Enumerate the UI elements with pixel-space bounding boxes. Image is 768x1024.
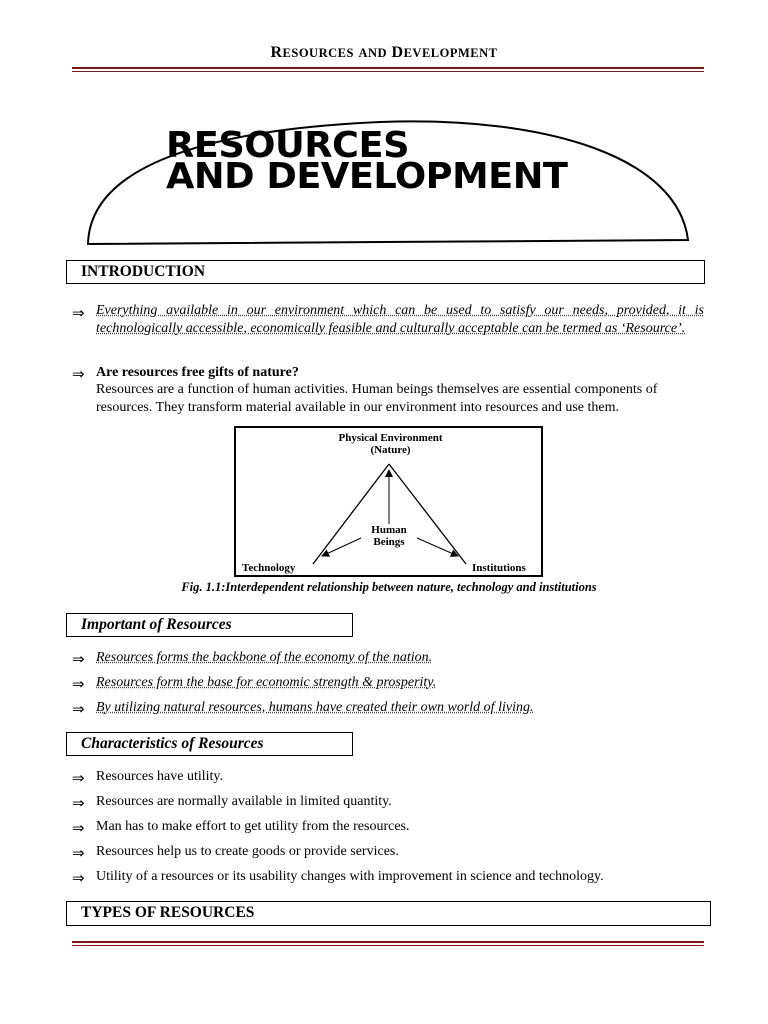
section-title: Important of Resources bbox=[81, 616, 232, 633]
header-word: AND bbox=[358, 46, 388, 60]
characteristic-item-text: Resources help us to create goods or provide services. bbox=[96, 844, 399, 859]
label-human-beings bbox=[354, 524, 424, 548]
important-item bbox=[96, 649, 704, 667]
characteristic-item-text: Resources are normally available in limited quantity. bbox=[96, 794, 392, 809]
intro-definition bbox=[96, 302, 704, 338]
arrow-icon: ⇒ bbox=[72, 304, 85, 322]
label-line: Physical Environment bbox=[338, 432, 443, 444]
arrow-icon: ⇒ bbox=[72, 365, 85, 383]
characteristic-item bbox=[96, 818, 704, 836]
section-title: Characteristics of Resources bbox=[81, 735, 264, 752]
arrow-icon: ⇒ bbox=[72, 819, 85, 837]
arrow-icon: ⇒ bbox=[72, 844, 85, 862]
arrow-icon: ⇒ bbox=[72, 869, 85, 887]
important-item bbox=[96, 699, 704, 717]
label-line: (Nature) bbox=[370, 444, 411, 456]
important-item-text: Resources form the base for economic strength & prosperity. bbox=[96, 675, 437, 690]
characteristic-item bbox=[96, 793, 704, 811]
characteristic-item-text: Man has to make effort to get utility from the resources. bbox=[96, 819, 410, 834]
label-nature bbox=[296, 432, 485, 456]
banner-title-line: AND DEVELOPMENT bbox=[166, 156, 568, 197]
characteristic-item bbox=[96, 768, 704, 786]
header-word: ESOURCES bbox=[282, 46, 354, 60]
figure-caption: Fig. 1.1:Interdependent relationship between nature, technology and institutions bbox=[181, 580, 597, 594]
characteristic-item bbox=[96, 843, 704, 861]
section-characteristics bbox=[66, 732, 353, 756]
label-line: Human bbox=[371, 524, 407, 536]
relationship-diagram bbox=[234, 426, 543, 577]
label-institutions: Institutions bbox=[472, 562, 526, 574]
arrow-icon: ⇒ bbox=[72, 700, 85, 718]
section-introduction bbox=[66, 260, 705, 284]
header-letter: D bbox=[391, 44, 404, 61]
banner-title-line: RESOURCES bbox=[166, 125, 410, 166]
characteristic-item bbox=[96, 868, 704, 886]
characteristic-item-text: Resources have utility. bbox=[96, 769, 224, 784]
important-item-text: By utilizing natural resources, humans have created their own world of living. bbox=[96, 700, 534, 715]
label-technology: Technology bbox=[242, 562, 296, 574]
arrow-icon: ⇒ bbox=[72, 675, 85, 693]
intro-answer: Resources are a function of human activities. Human beings themselves are essential components of resources. They transform material available in our environment into resources and use them. bbox=[96, 382, 658, 415]
footer-rule bbox=[72, 941, 704, 946]
page-header bbox=[0, 44, 768, 62]
banner-title bbox=[166, 125, 568, 197]
label-line: Beings bbox=[373, 536, 405, 548]
arrow-icon: ⇒ bbox=[72, 794, 85, 812]
intro-question: Are resources free gifts of nature? bbox=[96, 365, 299, 380]
section-title: INTRODUCTION bbox=[81, 263, 206, 280]
important-item-text: Resources forms the backbone of the economy of the nation. bbox=[96, 650, 433, 665]
arrow-icon: ⇒ bbox=[72, 650, 85, 668]
header-rule bbox=[72, 67, 704, 72]
arrow-icon: ⇒ bbox=[72, 769, 85, 787]
section-important bbox=[66, 613, 353, 637]
header-word: EVELOPMENT bbox=[403, 46, 498, 60]
intro-definition-text: Everything available in our environment which can be used to satisfy our needs, provided, it is technologically accessible, economically feasible and culturally acceptable can be termed as ‘Resource’. bbox=[96, 303, 704, 336]
section-title: TYPES OF RESOURCES bbox=[81, 904, 255, 921]
section-types bbox=[66, 901, 711, 926]
important-item bbox=[96, 674, 704, 692]
characteristic-item-text: Utility of a resources or its usability changes with improvement in science and technology. bbox=[96, 869, 604, 884]
header-letter: R bbox=[270, 44, 283, 61]
